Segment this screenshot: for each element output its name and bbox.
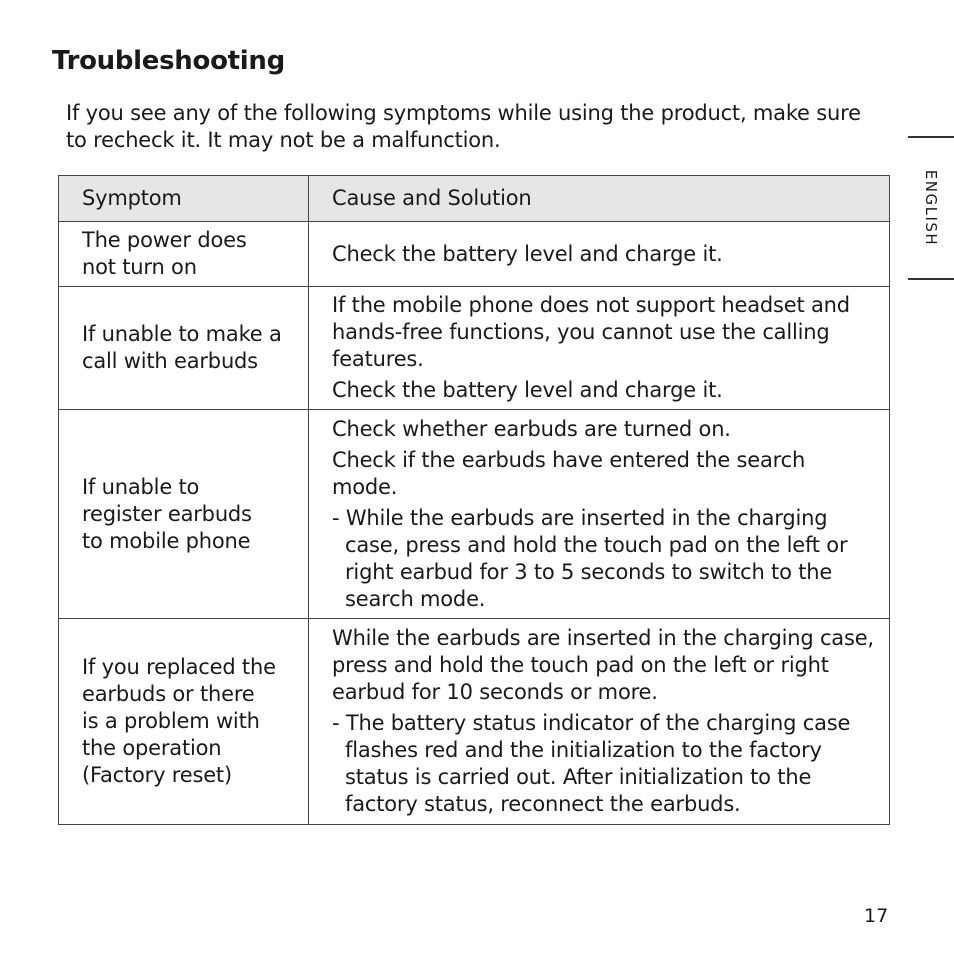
solution-cell	[309, 619, 890, 825]
page-title: Troubleshooting	[52, 46, 285, 76]
symptom-text: If unable to make a call with earbuds	[82, 322, 282, 373]
symptom-text: If you replaced the earbuds or there is a problem with the operation (Factory reset)	[82, 655, 276, 787]
language-side-tab	[908, 136, 954, 280]
header-cause-solution: Cause and Solution	[309, 176, 890, 222]
solution-cell	[309, 410, 890, 619]
troubleshooting-table	[58, 175, 890, 825]
table-header-row	[59, 176, 890, 222]
symptom-text: If unable to register earbuds to mobile phone	[82, 474, 252, 553]
solution-cell	[309, 287, 890, 410]
solution-text: If the mobile phone does not support headset and hands-free functions, you cannot use the calling features.	[332, 293, 850, 371]
symptom-text: The power does not turn on	[82, 228, 247, 279]
solution-text: Check the battery level and charge it.	[332, 241, 723, 266]
solution-text: Check whether earbuds are turned on.	[332, 416, 731, 441]
solution-note: - While the earbuds are inserted in the charging case, press and hold the touch pad on the left or right earbud for 3 to 5 seconds to switch to the search mode.	[332, 505, 848, 611]
symptom-cell	[59, 619, 309, 825]
table-row	[59, 222, 890, 287]
solution-note: - The battery status indicator of the charging case flashes red and the initialization to the factory status is carried out. After initialization to the factory status, reconnect the earbuds.	[332, 711, 851, 816]
solution-cell	[309, 222, 890, 287]
table-row	[59, 287, 890, 410]
symptom-cell	[59, 410, 309, 619]
intro-text: If you see any of the following symptoms while using the product, make sure to recheck it. It may not be a malfunction.	[66, 101, 861, 152]
table-row	[59, 410, 890, 619]
symptom-cell	[59, 287, 309, 410]
solution-text: Check if the earbuds have entered the search mode.	[332, 447, 806, 499]
table-row	[59, 619, 890, 825]
page-number: 17	[864, 905, 889, 927]
solution-text: Check the battery level and charge it.	[332, 378, 723, 402]
language-label: ENGLISH	[922, 169, 940, 247]
header-symptom: Symptom	[59, 176, 309, 222]
solution-text: While the earbuds are inserted in the charging case, press and hold the touch pad on the left or right earbud for 10 seconds or more.	[332, 626, 874, 704]
symptom-cell	[59, 222, 309, 287]
